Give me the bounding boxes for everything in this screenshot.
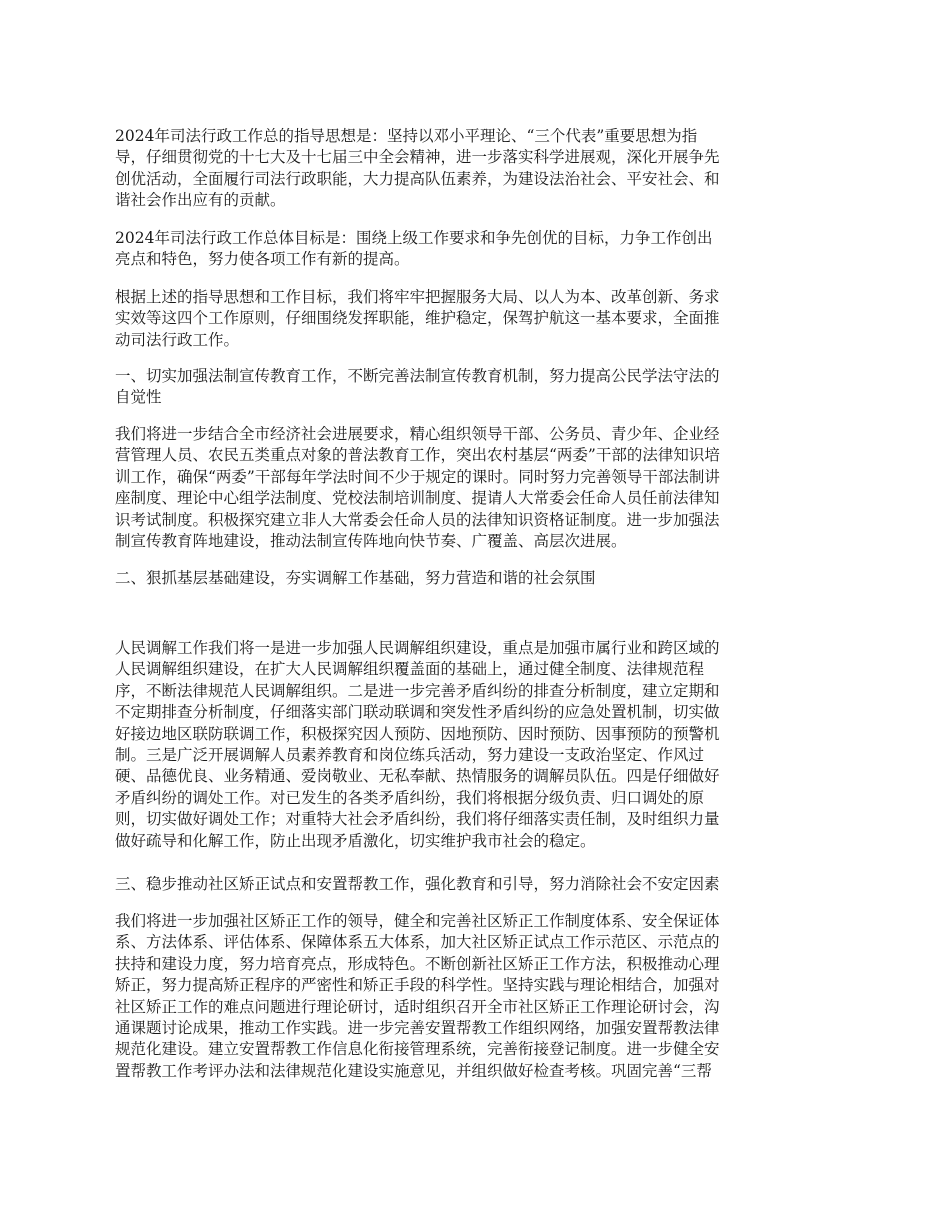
- text-line: 自觉性: [115, 388, 162, 407]
- text-line: 实效等这四个工作原则，仔细围绕发挥职能，维护稳定，保驾护航这一基本要求，全面推: [115, 309, 720, 328]
- text-line: 系、方法体系、评估体系、保障体系五大体系，加大社区矫正试点工作示范区、示范点的: [115, 933, 720, 952]
- text-line: 2024年司法行政工作总的指导思想是：坚持以邓小平理论、“三个代表”重要思想为指: [115, 127, 698, 145]
- text-line: 一、切实加强法制宣传教育工作，不断完善法制宣传教育机制，努力提高公民学法守法的: [115, 367, 720, 385]
- section-heading-1: [115, 366, 720, 409]
- paragraph-principles: [115, 287, 720, 351]
- paragraph-mediation: [115, 638, 720, 852]
- text-line: 人民调解工作我们将一是进一步加强人民调解组织建设，重点是加强市属行业和跨区域的: [115, 639, 720, 657]
- text-line: 社区矫正工作的难点问题进行理论研讨，适时组织召开全市社区矫正工作理论研讨会，沟: [115, 997, 720, 1016]
- text-line: 不定期排查分析制度，仔细落实部门联动联调和突发性矛盾纠纷的应急处置机制，切实做: [115, 703, 720, 722]
- text-line: 亮点和特色，努力使各项工作有新的提高。: [115, 250, 410, 269]
- text-line: 矫正，努力提高矫正程序的严密性和矫正手段的科学性。坚持实践与理论相结合，加强对: [115, 976, 720, 995]
- text-line: 扶持和建设力度，努力培育亮点，形成特色。不断创新社区矫正工作方法，积极推动心理: [115, 954, 720, 973]
- text-line: 导，仔细贯彻党的十七大及十七届三中全会精神，进一步落实科学进展观，深化开展争先: [115, 148, 720, 167]
- text-line: 我们将进一步结合全市经济社会进展要求，精心组织领导干部、公务员、青少年、企业经: [115, 425, 720, 443]
- text-line: 座制度、理论中心组学法制度、党校法制培训制度、提请人大常委会任命人员任前法律知: [115, 489, 720, 508]
- text-line: 序，不断法律规范人民调解组织。二是进一步完善矛盾纠纷的排查分析制度，建立定期和: [115, 681, 720, 700]
- text-line: 根据上述的指导思想和工作目标，我们将牢牢把握服务大局、以人为本、改革创新、务求: [115, 288, 720, 306]
- text-line: 做好疏导和化解工作，防止出现矛盾激化，切实维护我市社会的稳定。: [115, 831, 596, 850]
- text-line: 硬、品德优良、业务精通、爱岗敬业、无私奉献、热情服务的调解员队伍。四是仔细做好: [115, 767, 720, 786]
- text-line: 矛盾纠纷的调处工作。对已发生的各类矛盾纠纷，我们将根据分级负责、归口调处的原: [115, 788, 705, 807]
- text-line: 识考试制度。积极探究建立非人大常委会任命人员的法律知识资格证制度。进一步加强法: [115, 510, 720, 529]
- text-line: 通课题讨论成果，推动工作实践。进一步完善安置帮教工作组织网络，加强安置帮教法律: [115, 1019, 720, 1038]
- text-line: 我们将进一步加强社区矫正工作的领导，健全和完善社区矫正工作制度体系、安全保证体: [115, 912, 720, 930]
- text-line: 动司法行政工作。: [115, 330, 240, 349]
- text-line: 好接边地区联防联调工作，积极探究因人预防、因地预防、因时预防、因事预防的预警机: [115, 724, 720, 743]
- text-line: 制。三是广泛开展调解人员素养教育和岗位练兵活动，努力建设一支政治坚定、作风过: [115, 746, 705, 765]
- text-line: 二、狠抓基层基础建设，夯实调解工作基础，努力营造和谐的社会氛围: [115, 569, 596, 587]
- text-line: 制宣传教育阵地建设，推动法制宣传阵地向快节奏、广覆盖、高层次进展。: [115, 532, 627, 551]
- text-line: 则，切实做好调处工作；对重特大社会矛盾纠纷，我们将仔细落实责任制，及时组织力量: [115, 810, 720, 829]
- paragraph-overall-goal: [115, 228, 712, 271]
- text-line: 人民调解组织建设，在扩大人民调解组织覆盖面的基础上，通过健全制度、法律规范程: [115, 660, 705, 679]
- text-line: 置帮教工作考评办法和法律规范化建设实施意见，并组织做好检查考核。巩固完善“三帮: [115, 1061, 712, 1080]
- paragraph-community-correction: [115, 911, 720, 1082]
- text-line: 2024年司法行政工作总体目标是：围绕上级工作要求和争先创优的目标，力争工作创出: [115, 229, 713, 247]
- text-line: 营管理人员、农民五类重点对象的普法教育工作，突出农村基层“两委”干部的法律知识培: [115, 446, 720, 465]
- text-line: 创优活动，全面履行司法行政职能，大力提高队伍素养，为建设法治社会、平安社会、和: [115, 169, 720, 188]
- section-heading-2: [115, 568, 596, 589]
- paragraph-guiding-ideology: [115, 126, 720, 212]
- section-heading-3: [115, 874, 720, 895]
- text-line: 规范化建设。建立安置帮教工作信息化衔接管理系统，完善衔接登记制度。进一步健全安: [115, 1040, 720, 1059]
- text-line: 训工作，确保“两委”干部每年学法时间不少于规定的课时。同时努力完善领导干部法制讲: [115, 467, 720, 486]
- text-line: 三、稳步推动社区矫正试点和安置帮教工作，强化教育和引导，努力消除社会不安定因素: [115, 875, 720, 893]
- paragraph-legal-education: [115, 424, 720, 552]
- text-line: 谐社会作出应有的贡献。: [115, 191, 286, 210]
